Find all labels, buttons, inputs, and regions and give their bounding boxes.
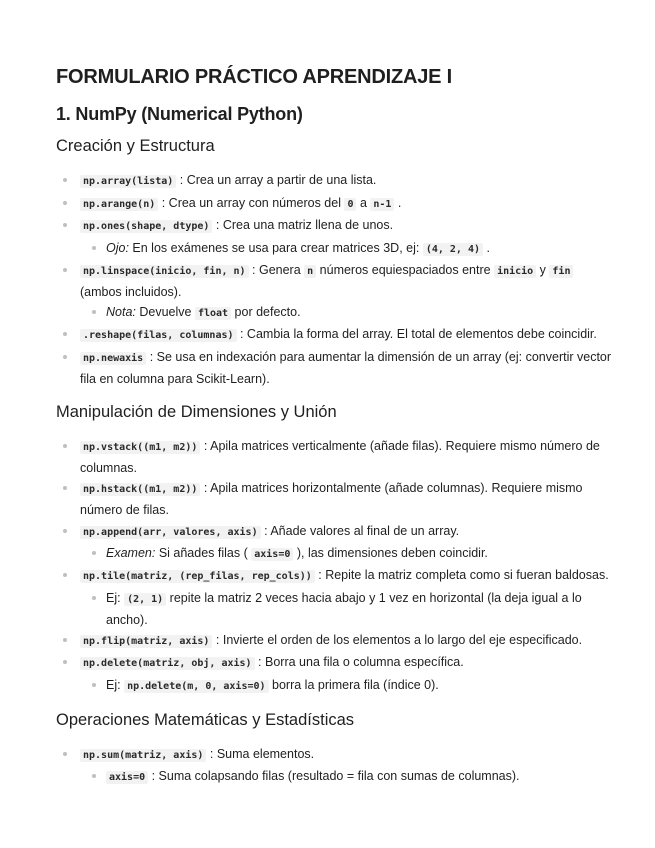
sub-list-item: Ojo: En los exámenes se usa para crear matrices 3D, ej: (4, 2, 4) . xyxy=(56,238,615,260)
list-item: np.sum(matriz, axis) : Suma elementos. xyxy=(56,744,615,766)
sub-list-item: Nota: Devuelve float por defecto. xyxy=(56,302,615,324)
list-item: np.array(lista) : Crea un array a partir de una lista. xyxy=(56,170,615,192)
list-item: .reshape(filas, columnas) : Cambia la forma del array. El total de elementos debe coincidir. xyxy=(56,324,615,346)
creacion-list xyxy=(56,170,615,389)
document-title: FORMULARIO PRÁCTICO APRENDIZAJE I xyxy=(56,66,452,88)
list-item: np.append(arr, valores, axis) : Añade valores al final de un array. xyxy=(56,521,615,543)
section-numpy-heading: 1. NumPy (Numerical Python) xyxy=(56,104,303,124)
list-item: np.delete(matriz, obj, axis) : Borra una fila o columna específica. xyxy=(56,652,615,674)
operaciones-list xyxy=(56,744,615,789)
sub-list-item: Examen: Si añades filas ( axis=0 ), las dimensiones deben coincidir. xyxy=(56,543,615,565)
sub-list-item: Ej: np.delete(m, 0, axis=0) borra la primera fila (índice 0). xyxy=(56,675,615,697)
manipulacion-heading: Manipulación de Dimensiones y Unión xyxy=(56,402,337,421)
list-item: np.arange(n) : Crea un array con números del 0 a n-1 . xyxy=(56,193,615,215)
operaciones-heading: Operaciones Matemáticas y Estadísticas xyxy=(56,710,355,729)
list-item: np.flip(matriz, axis) : Invierte el orden de los elementos a lo largo del eje especificado. xyxy=(56,630,615,652)
list-item: np.tile(matriz, (rep_filas, rep_cols)) : Repite la matriz completa como si fueran baldosas. xyxy=(56,565,615,587)
list-item: np.vstack((m1, m2)) : Apila matrices verticalmente (añade filas). Requiere mismo número de columnas. xyxy=(56,436,615,478)
list-item: np.newaxis : Se usa en indexación para aumentar la dimensión de un array (ej: convertir vector fila en columna para Scikit-Learn). xyxy=(56,347,615,389)
creacion-heading: Creación y Estructura xyxy=(56,137,215,155)
sub-list-item: axis=0 : Suma colapsando filas (resultado = fila con sumas de columnas). xyxy=(56,766,615,788)
manipulacion-list xyxy=(56,436,615,697)
list-item: np.linspace(inicio, fin, n) : Genera n números equiespaciados entre inicio y fin (ambos incluidos). xyxy=(56,260,615,302)
list-item: np.ones(shape, dtype) : Crea una matriz llena de unos. xyxy=(56,215,615,237)
sub-list-item: Ej: (2, 1) repite la matriz 2 veces hacia abajo y 1 vez en horizontal (la deja igual a lo ancho). xyxy=(56,588,615,630)
list-item: np.hstack((m1, m2)) : Apila matrices horizontalmente (añade columnas). Requiere mismo número de filas. xyxy=(56,478,615,520)
